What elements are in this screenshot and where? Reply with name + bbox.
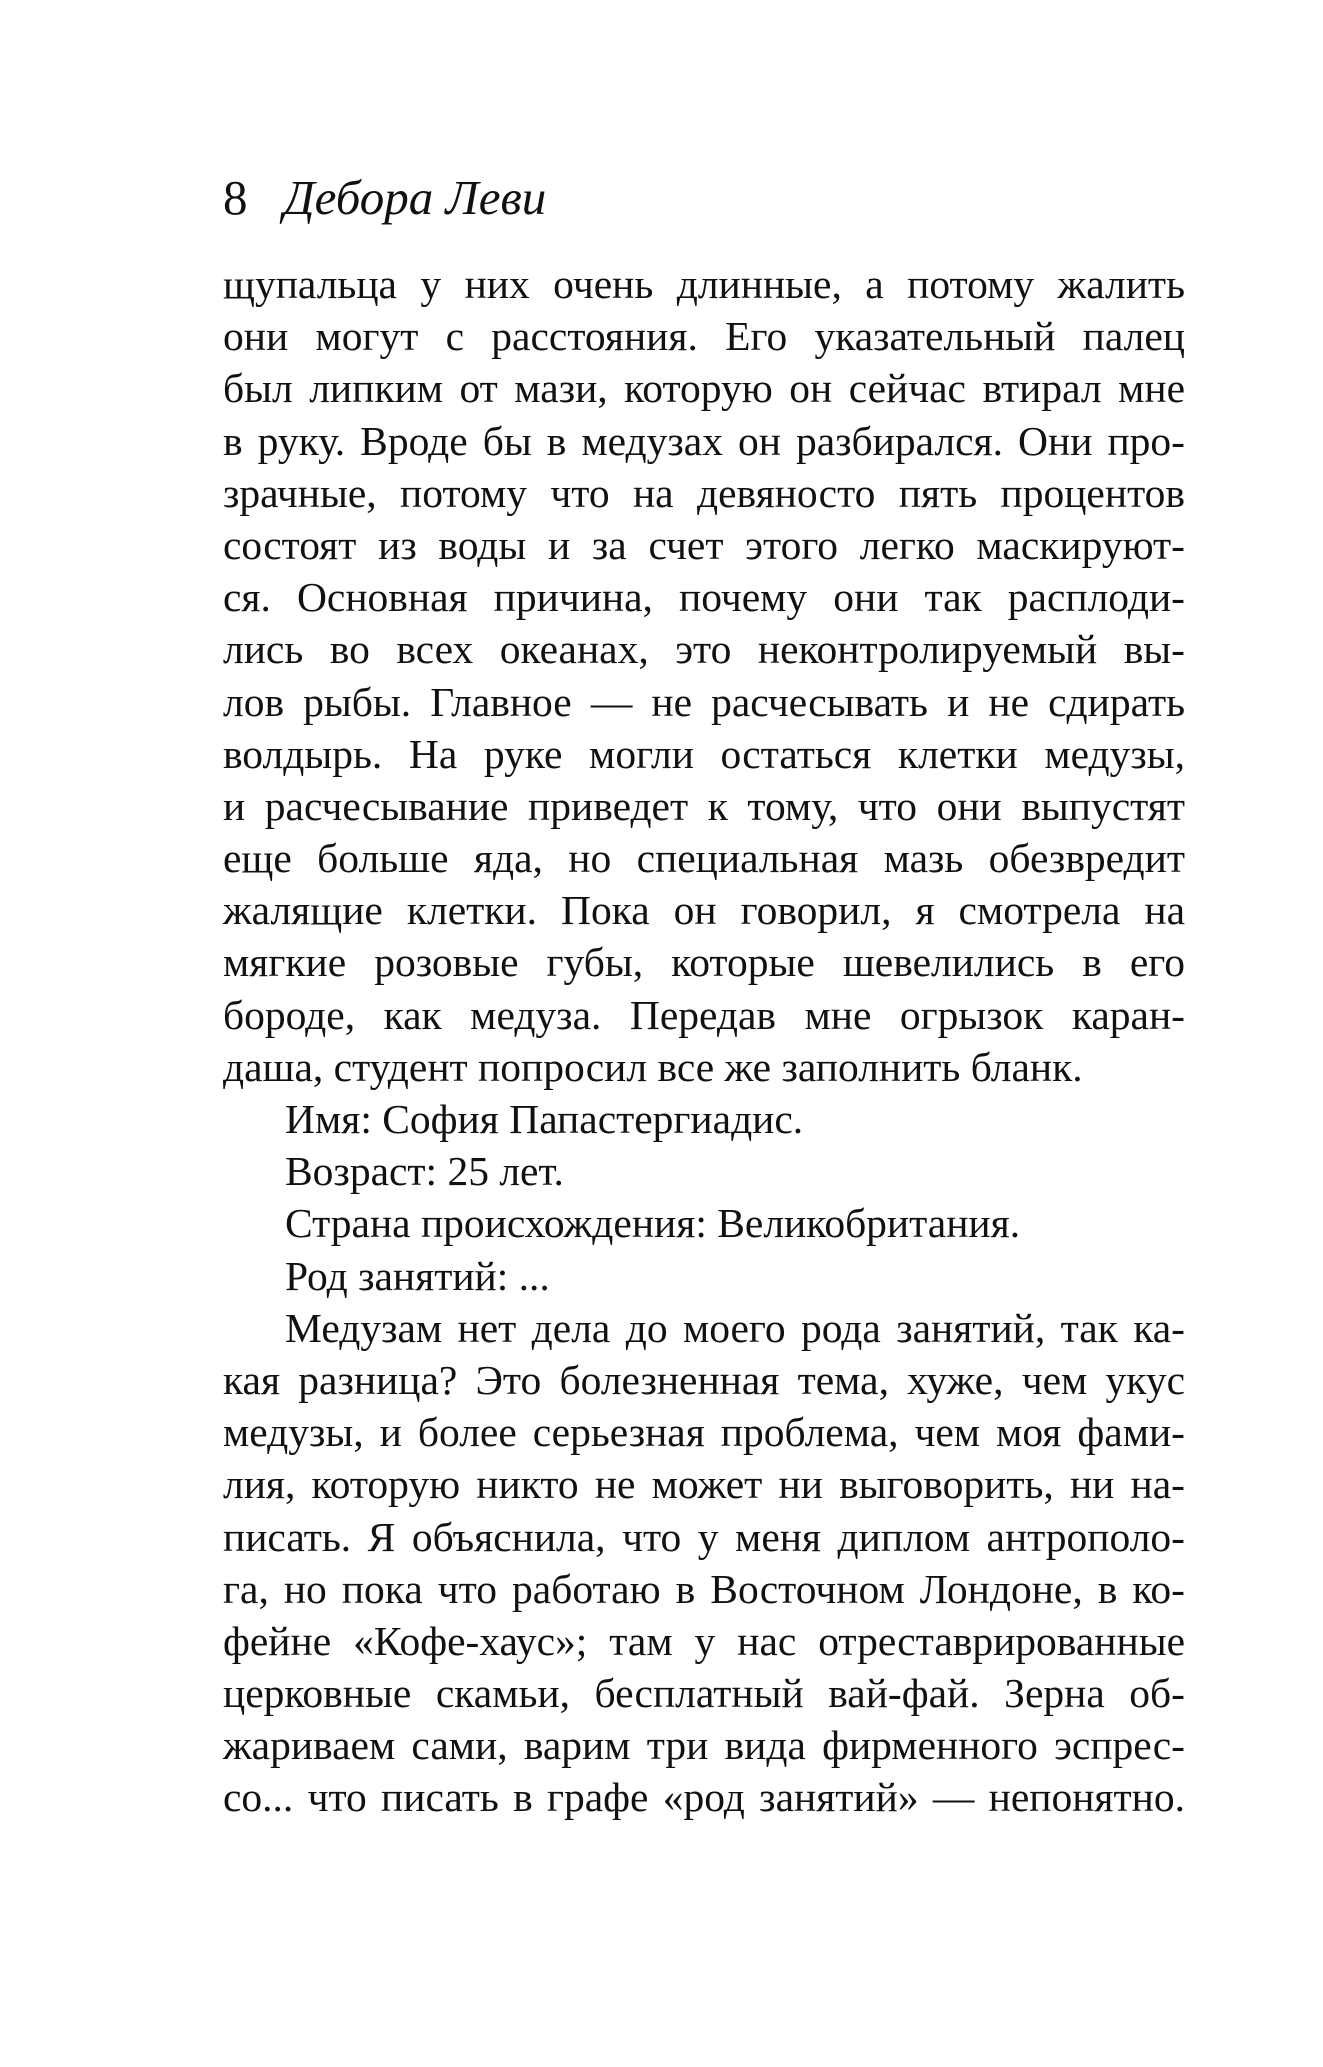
- text-line: га, но пока что работаю в Восточном Лондоне, в ко-: [223, 1565, 1185, 1612]
- text-line: щупальца у них очень длинные, а потому жалить: [223, 261, 1185, 307]
- text-line: бороде, как медуза. Передав мне огрызок каран-: [223, 991, 1185, 1038]
- text-line: даша, студент попросил все же заполнить бланк.: [223, 1043, 1083, 1090]
- form-field-country: Страна происхождения: Великобритания.: [285, 1200, 1021, 1247]
- text-line: жариваем сами, варим три вида фирменного эспрес-: [223, 1722, 1185, 1769]
- form-field-age: Возраст: 25 лет.: [285, 1148, 564, 1195]
- page-number: 8: [223, 170, 248, 225]
- text-line: писать. Я объяснила, что у меня диплом антрополо-: [223, 1513, 1185, 1560]
- text-line: Медузам нет дела до моего рода занятий, так ка-: [285, 1304, 1185, 1351]
- text-line: кая разница? Это болезненная тема, хуже, чем укус: [223, 1356, 1185, 1403]
- text-line: жалящие клетки. Пока он говорил, я смотрела на: [223, 887, 1185, 934]
- text-line: они могут с расстояния. Его указательный палец: [223, 313, 1185, 360]
- body-text: [223, 258, 1185, 1824]
- text-line: еще больше яда, но специальная мазь обезвредит: [223, 835, 1185, 882]
- form-field-occupation: Род занятий: ...: [285, 1252, 550, 1299]
- text-line: со... что писать в графе «род занятий» — непонятно.: [223, 1774, 1185, 1821]
- running-header: [223, 168, 546, 228]
- text-line: ся. Основная причина, почему они так расплоди-: [223, 574, 1185, 621]
- text-line: медузы, и более серьезная проблема, чем моя фами-: [223, 1409, 1185, 1456]
- text-line: состоят из воды и за счет этого легко маскируют-: [223, 521, 1185, 568]
- form-field-name: Имя: София Папастергиадис.: [285, 1096, 804, 1142]
- text-line: лись во всех океанах, это неконтролируемый вы-: [223, 626, 1185, 673]
- text-line: фейне «Кофе-хаус»; там у нас отреставрированные: [223, 1617, 1185, 1664]
- text-line: в руку. Вроде бы в медузах он разбирался. Они про-: [223, 417, 1185, 464]
- text-line: и расчесывание приведет к тому, что они выпустят: [223, 782, 1185, 829]
- text-line: волдырь. На руке могли остаться клетки медузы,: [223, 730, 1185, 777]
- text-line: зрачные, потому что на девяносто пять процентов: [223, 469, 1185, 516]
- text-line: лия, которую никто не может ни выговорить, ни на-: [223, 1461, 1185, 1508]
- running-title: Дебора Леви: [283, 170, 547, 225]
- text-line: лов рыбы. Главное — не расчесывать и не сдирать: [223, 678, 1185, 725]
- text-line: был липким от мази, которую он сейчас втирал мне: [223, 365, 1185, 412]
- text-line: мягкие розовые губы, которые шевелились в его: [223, 939, 1185, 986]
- text-line: церковные скамьи, бесплатный вай-фай. Зерна об-: [223, 1670, 1185, 1717]
